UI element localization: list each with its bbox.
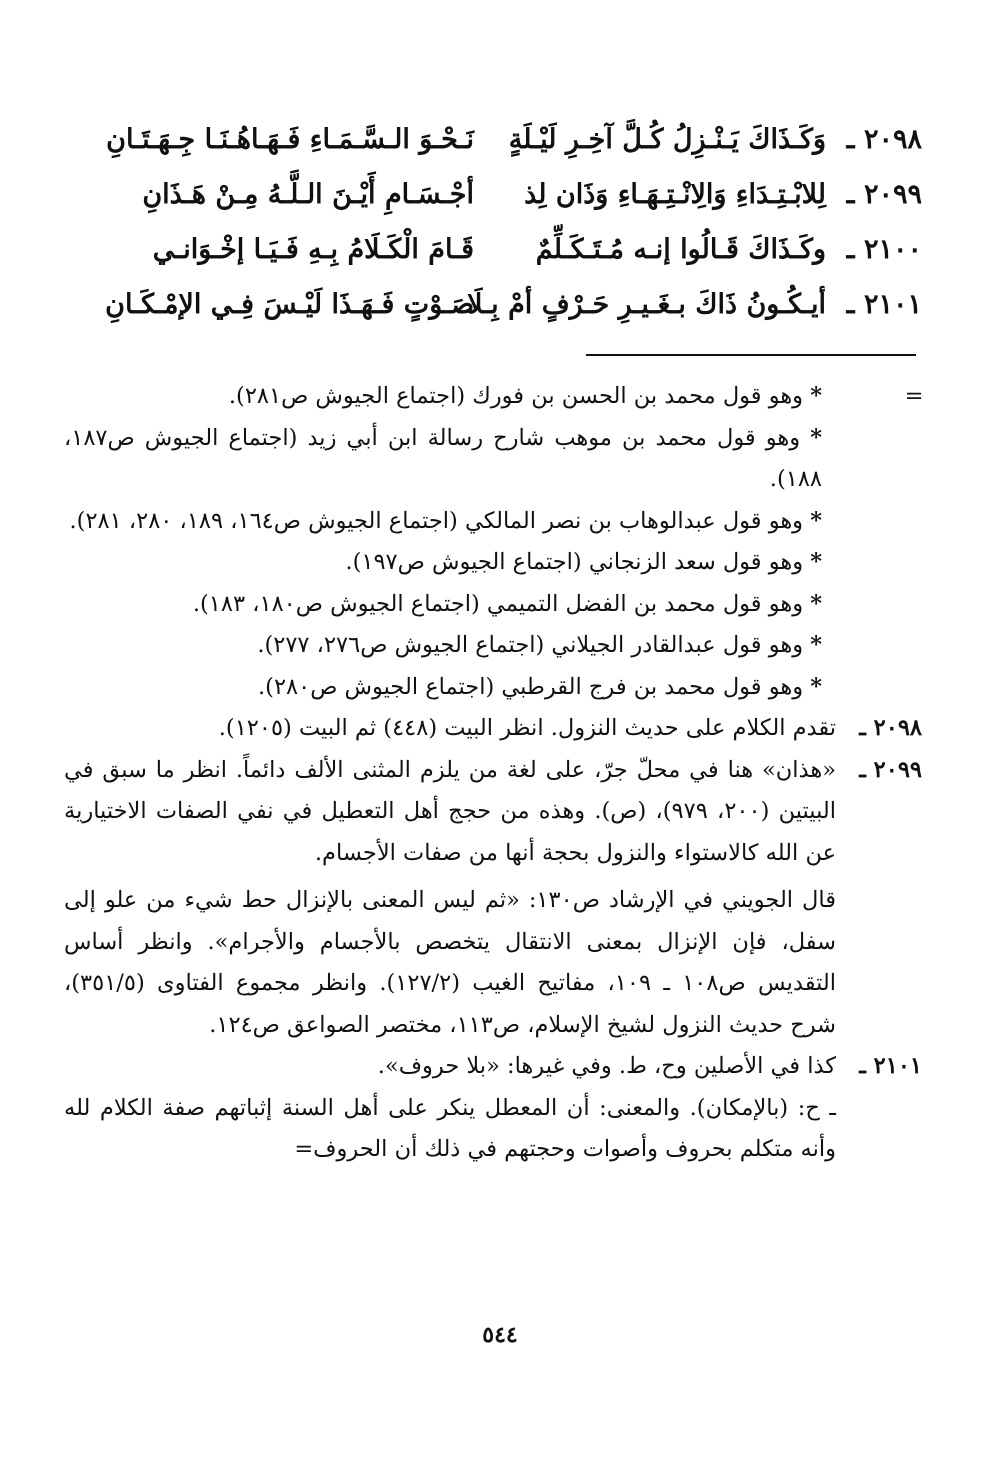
verse-first-hemistich: وكَـذَاكَ قَـالُوا إنـه مُـتَـكَـلِّمٌ: [535, 234, 826, 265]
verse-second-hemistich: نَـحْـوَ الـسَّـمَـاءِ فَـهَـاهُـنَـا جِـهَـتَـانِ: [106, 124, 474, 155]
star-icon: *: [810, 549, 822, 575]
verse-second-hemistich: صَـوْتٍ فَـهَـذَا لَيْـسَ فِـي الإمْـكَـانِ: [105, 289, 474, 320]
verse-first-hemistich: أيـكُـونُ ذَاكَ بـغَـيـرِ حَـرْفٍ أمْ بِـلَا: [467, 289, 826, 320]
bullet-text: وهو قول عبدالقادر الجيلاني (اجتماع الجيوش ص٢٧٦، ٢٧٧).: [257, 632, 804, 658]
star-icon: *: [810, 590, 822, 617]
bullet-text: وهو قول محمد بن موهب شارح رسالة ابن أبي زيد (اجتماع الجيوش ص١٨٧، ١٨٨).: [64, 424, 822, 492]
verse-number: ٢١٠١ ـ: [846, 289, 922, 320]
bullet-item: [64, 667, 822, 709]
footnote-text: قال الجويني في الإرشاد ص١٣٠: «ثم ليس المعنى بالإنزال حط شيء من علو إلى سفل، فإن الإنزال بمعنى الانتقال يتخصص بالأجسام والأجرام». وانظر أساس التقديس ص١٠٨ ـ ١٠٩، مفاتيح الغيب (١٢٧/٢). وانظر مجموع الفتاوى (٣٥١/٥)، شرح حديث النزول لشيخ الإسلام، ص١١٣، مختصر الصواعق ص١٢٤.: [64, 887, 836, 1038]
verse-line: [64, 277, 922, 332]
bullet-text: وهو قول سعد الزنجاني (اجتماع الجيوش ص١٩٧).: [345, 549, 804, 575]
footnote-text: ـ ح: (بالإمكان). والمعنى: أن المعطل ينكر على أهل السنة إثباتهم صفة الكلام لله وأنه متكلم بحروف وأصوات وحجتهم في ذلك أن الحروف=: [64, 1094, 836, 1162]
verse-number: ٢٠٩٩ ـ: [846, 179, 922, 210]
bullet-item: [64, 418, 822, 501]
verse-number: ٢١٠٠ ـ: [846, 234, 922, 265]
footnote-text: تقدم الكلام على حديث النزول. انظر البيت (٤٤٨) ثم البيت (١٢٠٥).: [218, 715, 836, 741]
verse-second-hemistich: قَـامَ الْكَـلَامُ بِـهِ فَـيَـا إخْـوَانـي: [152, 234, 474, 265]
bullet-list: [64, 376, 822, 708]
verse-line: [64, 222, 922, 277]
footnote-number: ٢٠٩٩ ـ: [859, 756, 922, 783]
continuation-mark: =: [904, 383, 924, 409]
star-icon: *: [810, 383, 822, 409]
bullet-item: [64, 625, 822, 667]
footnote-separator: [586, 354, 916, 356]
bullet-text: وهو قول عبدالوهاب بن نصر المالكي (اجتماع الجيوش ص١٦٤، ١٨٩، ٢٨٠، ٢٨١).: [69, 507, 804, 534]
verse-number: ٢٠٩٨ ـ: [846, 124, 922, 155]
footnote-continuation: [64, 1088, 836, 1171]
star-icon: *: [810, 673, 822, 700]
footnote-number: ٢٠٩٨ ـ: [859, 715, 922, 741]
footnote-number: ٢١٠١ ـ: [859, 1053, 922, 1079]
star-icon: *: [810, 424, 822, 451]
footnotes-section: [64, 376, 922, 1171]
star-icon: *: [810, 507, 822, 534]
verse-first-hemistich: لِلابْـتِـدَاءِ وَالِانْـتِـهَـاءِ وَذَان لِذ: [524, 179, 826, 210]
bullet-text: وهو قول محمد بن فرج القرطبي (اجتماع الجيوش ص٢٨٠).: [258, 673, 804, 700]
verse-line: [64, 112, 922, 167]
footnote-2099: [64, 750, 922, 1047]
verse-line: [64, 167, 922, 222]
footnote-2098: [64, 708, 922, 750]
bullet-text: وهو قول محمد بن الفضل التميمي (اجتماع الجيوش ص١٨٠، ١٨٣).: [192, 590, 804, 617]
verse-first-hemistich: وَكَـذَاكَ يَـنْـزِلُ كُـلَّ آخِـرِ لَيْـلَةٍ: [508, 124, 826, 155]
footnote-text: «هذان» هنا في محلّ جرّ، على لغة من يلزم المثنى الألف دائماً. انظر ما سبق في البيتين (٢٠٠، ٩٧٩)، (ص). وهذه من حجج أهل التعطيل في نفي الصفات الاختيارية عن الله كالاستواء والنزول بحجة أنها من صفات الأجسام.: [64, 756, 836, 866]
footnote-text: كذا في الأصلين وح، ط. وفي غيرها: «بلا حروف».: [377, 1053, 836, 1079]
bullet-item: [64, 584, 822, 626]
poem-verses: [64, 112, 922, 332]
bullet-item: [64, 376, 822, 418]
star-icon: *: [810, 632, 822, 658]
verse-second-hemistich: أجْـسَـامِ أَيْـنَ الـلَّـهُ مِـنْ هَـذَانِ: [142, 179, 474, 210]
footnote-2101: [64, 1046, 922, 1088]
bullet-text: وهو قول محمد بن الحسن بن فورك (اجتماع الجيوش ص٢٨١).: [228, 383, 804, 409]
page-number: ٥٤٤: [482, 1322, 518, 1348]
bullet-item: [64, 542, 822, 584]
bullet-item: [64, 501, 822, 543]
